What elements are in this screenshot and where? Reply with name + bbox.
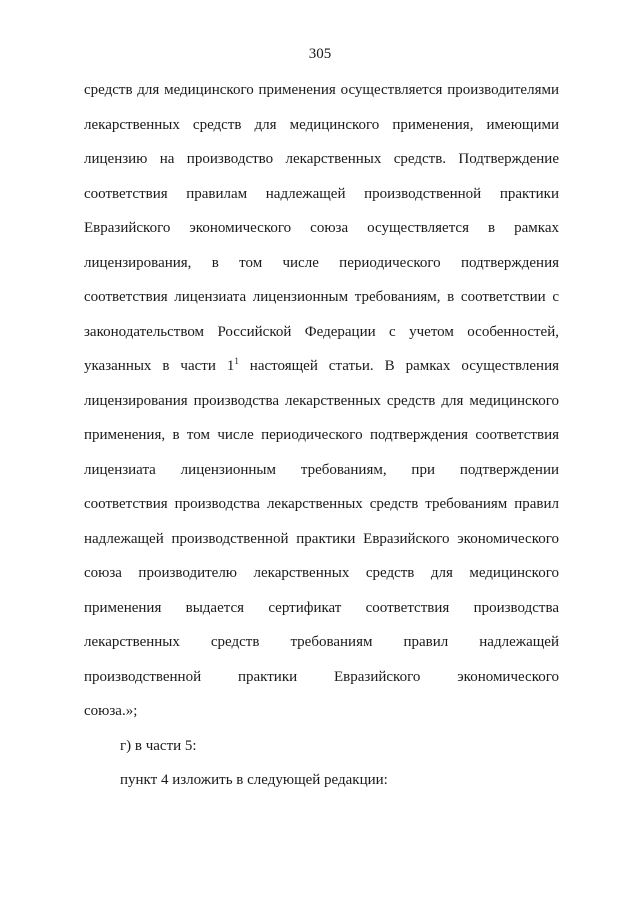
text-line-21: пункт 4 изложить в следующей редакции:: [120, 772, 388, 788]
text-line-19: союза.»;: [84, 703, 138, 719]
text-line-18: производственной практики Евразийского экономического: [84, 668, 559, 685]
page-number: 305: [308, 46, 332, 62]
document-body: [84, 80, 559, 805]
text-line-16: применения выдается сертификат соответствия производства: [84, 599, 559, 616]
text-line-13: соответствия производства лекарственных средств требованиям правил: [84, 496, 559, 512]
text-line-4: соответствия правилам надлежащей производственной практики: [84, 185, 559, 202]
text-line-6: лицензирования, в том числе периодического подтверждения: [84, 254, 559, 271]
text-line-3: лицензию на производство лекарственных средств. Подтверждение: [84, 151, 559, 167]
superscript-marker: 1: [234, 356, 239, 366]
text-line-9-before: указанных в части 1: [84, 358, 235, 374]
text-line-9: [84, 356, 559, 391]
text-line-9-after: настоящей статьи. В рамках осуществления: [238, 358, 559, 374]
text-line-1: средств для медицинского применения осуществляется производителями: [84, 82, 559, 98]
text-line-15: союза производителю лекарственных средств для медицинского: [84, 565, 559, 581]
text-line-12: лицензиата лицензионным требованиям, при подтверждении: [84, 461, 559, 478]
text-line-10: лицензирования производства лекарственных средств для медицинского: [84, 392, 559, 409]
text-line-7: соответствия лицензиата лицензионным требованиям, в соответствии с: [84, 289, 559, 305]
text-line-17: лекарственных средств требованиям правил надлежащей: [84, 634, 559, 650]
text-line-8: законодательством Российской Федерации с учетом особенностей,: [84, 323, 559, 340]
text-line-14: надлежащей производственной практики Евразийского экономического: [84, 530, 559, 547]
text-line-5: Евразийского экономического союза осуществляется в рамках: [84, 220, 559, 236]
text-line-11: применения, в том числе периодического подтверждения соответствия: [84, 427, 559, 443]
text-line-20: г) в части 5:: [120, 737, 197, 754]
text-line-2: лекарственных средств для медицинского применения, имеющими: [84, 116, 559, 133]
